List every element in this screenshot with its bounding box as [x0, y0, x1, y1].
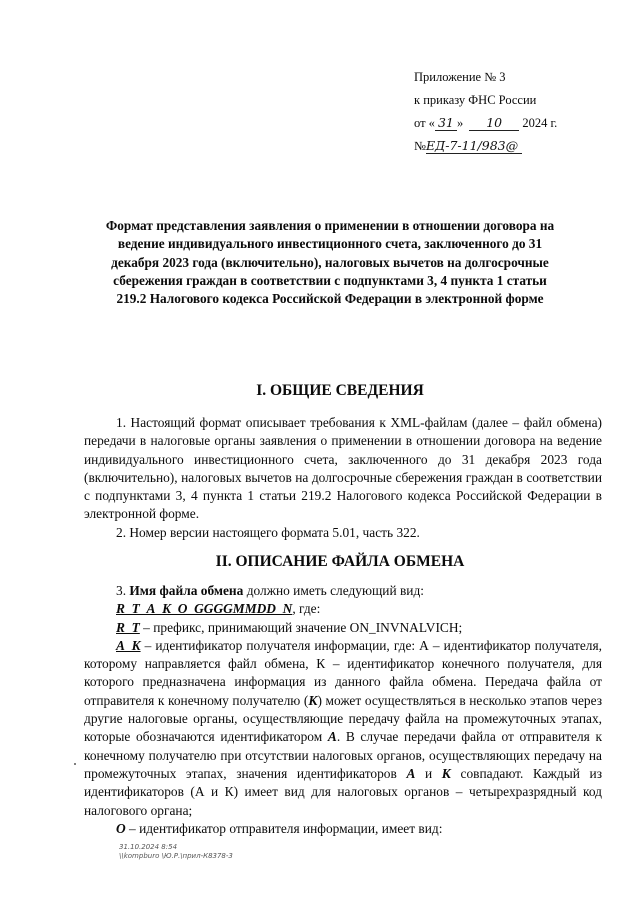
scan-speck: [74, 763, 76, 765]
appendix-block: [414, 66, 557, 158]
appendix-year: 2024 г.: [522, 116, 558, 130]
handwritten-month: 10: [469, 115, 519, 131]
paragraph-3: 3. Имя файла обмена должно иметь следующий вид:: [116, 583, 424, 598]
appendix-number: №ЕД-7-11/983@: [414, 135, 557, 158]
appendix-order-ref: к приказу ФНС России: [414, 93, 537, 107]
footer-timestamp: 31.10.2024 8:54: [119, 843, 178, 851]
appendix-title: Приложение № 3: [414, 70, 506, 84]
pattern-code: R_T_A_K_O_GGGGMMDD_N: [116, 601, 293, 617]
code-rt: R_T: [116, 619, 140, 635]
section-heading-file-description: II. ОПИСАНИЕ ФАЙЛА ОБМЕНА: [215, 553, 465, 570]
definition-rt: R_T – префикс, принимающий значение ON_INVNALVICH;: [116, 619, 463, 635]
definition-ak: A_K – идентификатор получателя информации, где: А – идентификатор получателя, которому направляется файл обмена, К – идентификатор конечного получателя, для которого предназначена информация из данного файла обмена. Передача файла от отправителя к конечному получателю (К) может осуществляться в несколько этапов через другие налоговые органы, осуществляющие передачу файла на промежуточных этапах, которые обозначаются идентификатором А. В случае передачи файла от отправителя к конечному получателю при отсутствии налоговых органов, осуществляющих передачу на промежуточных этапах, значения идентификаторов А и К совпадают. Каждый из идентификаторов (А и К) имеет вид для налоговых органов – четырехразрядный код налогового органа;: [84, 637, 602, 818]
file-name-pattern: R_T_A_K_O_GGGGMMDD_N, где:: [116, 601, 321, 617]
paragraph-2: 2. Номер версии настоящего формата 5.01, часть 322.: [116, 524, 420, 540]
code-o: O: [116, 820, 126, 836]
handwritten-number: ЕД-7-11/983@: [426, 138, 522, 154]
term-file-name: Имя файла обмена: [129, 583, 244, 598]
appendix-date: от « 31 » 10 2024 г.: [414, 115, 558, 130]
document-title: Формат представления заявления о применении в отношении договора на ведение индивидуального инвестиционного счета, заключенного до 31 декабря 2023 года (включительно), налоговых вычетов на долгосрочные сбережения граждан в соответствии с подпунктами 3, 4 пункта 1 статьи 219.2 Налогового кодекса Российской Федерации в электронной форме: [105, 218, 555, 307]
paragraph-1: 1. Настоящий формат описывает требования к XML-файлам (далее – файл обмена) передачи в налоговые органы заявления о применении в отношении договора на ведение индивидуального инвестиционного счета, заключенного до 31 декабря 2023 года (включительно), налоговых вычетов на долгосрочные сбережения граждан в соответствии с подпунктами 3, 4 пункта 1 статьи 219.2 Налогового кодекса Российской Федерации в электронной форме.: [84, 415, 602, 522]
section-general-body: [84, 414, 602, 542]
footer-path: \\kompburo \Ю.Р.\прил-К8378-3: [119, 852, 233, 860]
code-ak: A_K: [116, 637, 141, 653]
file-footer: [119, 843, 233, 861]
definition-o: O – идентификатор отправителя информации, имеет вид:: [116, 820, 443, 836]
section-heading-general: I. ОБЩИЕ СВЕДЕНИЯ: [256, 382, 424, 399]
handwritten-day: 31: [435, 115, 457, 131]
section-file-body: [84, 582, 602, 838]
